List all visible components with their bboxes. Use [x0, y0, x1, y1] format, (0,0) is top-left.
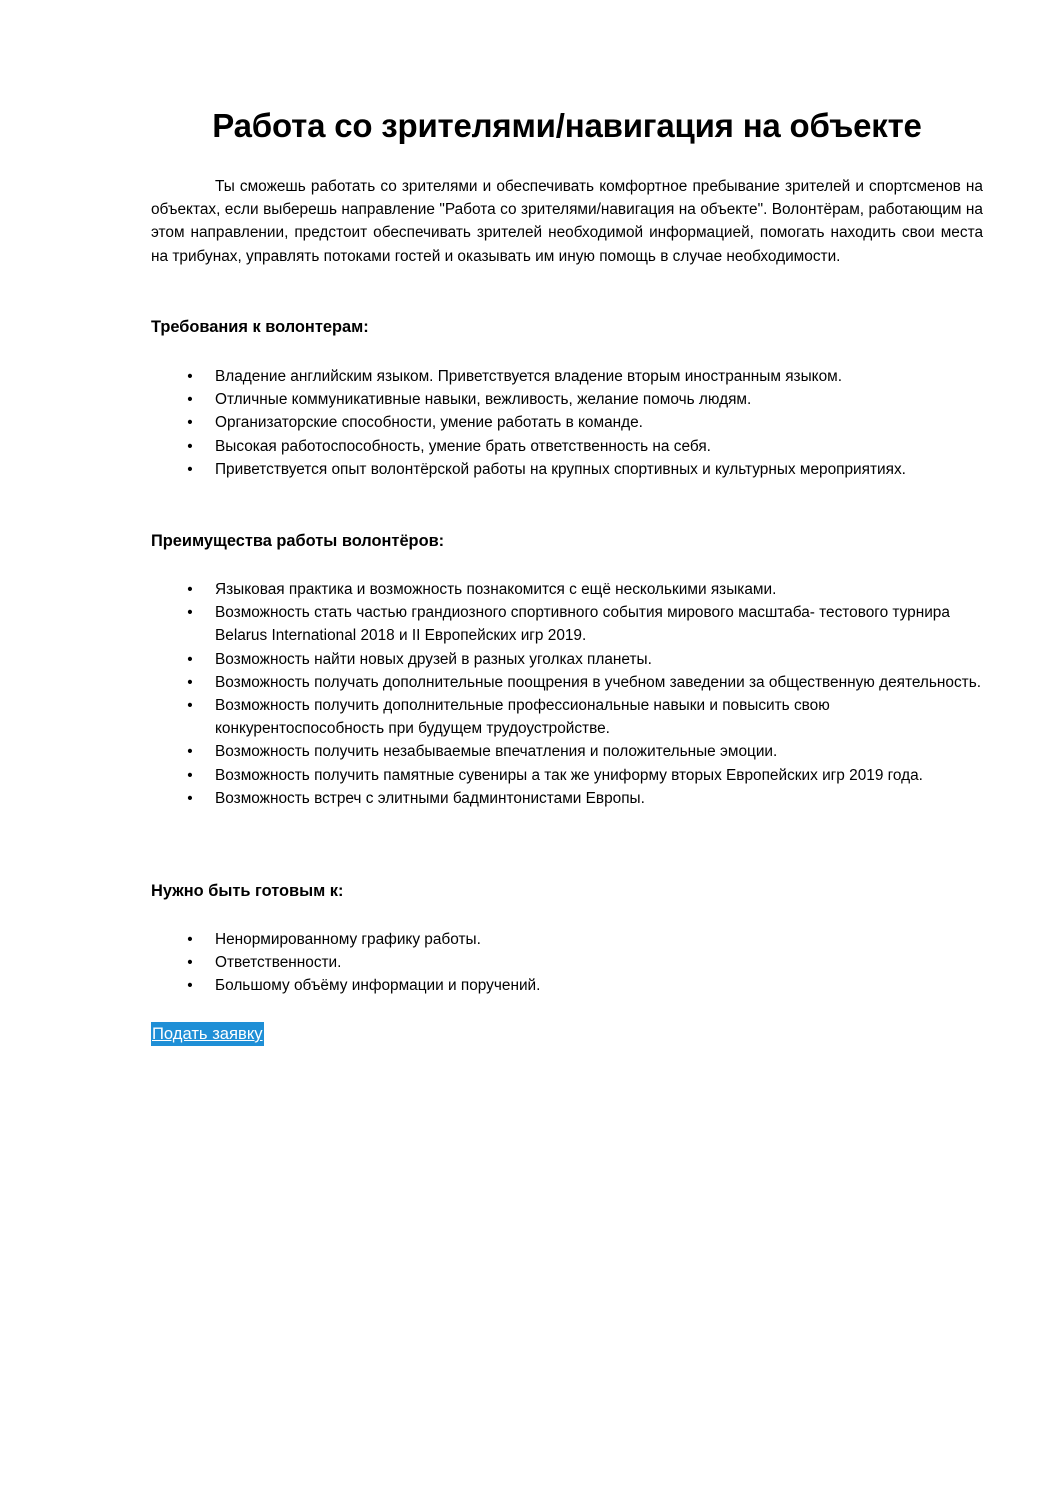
be-ready-list: [151, 928, 983, 998]
list-item: [151, 951, 983, 974]
list-item-text: Отличные коммуникативные навыки, вежливость, желание помочь людям.: [215, 391, 752, 409]
list-item: [151, 740, 983, 763]
bullet-icon: •: [187, 581, 193, 598]
list-item: [151, 974, 983, 997]
list-item: [151, 435, 983, 458]
list-item-text: Организаторские способности, умение работать в команде.: [215, 414, 643, 432]
page-title: Работа со зрителями/навигация на объекте: [212, 107, 922, 144]
bullet-icon: •: [187, 743, 193, 761]
list-item: [151, 671, 983, 694]
apply-link[interactable]: Подать заявку: [151, 1022, 264, 1046]
benefits-list: [151, 578, 983, 810]
list-item: [151, 365, 983, 388]
list-item-text: Возможность найти новых друзей в разных уголках планеты.: [215, 650, 652, 668]
bullet-icon: •: [187, 697, 193, 715]
list-item: [151, 458, 983, 481]
bullet-icon: •: [187, 437, 193, 455]
requirements-list: [151, 365, 983, 481]
list-item-text: Возможность получать дополнительные поощрения в учебном заведении за общественную деятельность.: [215, 673, 981, 691]
bullet-icon: •: [187, 604, 193, 622]
list-item: [151, 601, 983, 647]
bullet-icon: •: [187, 789, 193, 807]
bullet-icon: •: [187, 650, 193, 668]
list-item-text: Владение английским языком. Приветствуется владение вторым иностранным языком.: [215, 368, 843, 385]
list-item: [151, 694, 983, 740]
list-item-text: Возможность стать частью грандиозного спортивного события мирового масштаба- тестового турнира Belarus International 2018 и II Европейских игр 2019.: [215, 604, 950, 645]
benefits-heading: Преимущества работы волонтёров:: [151, 532, 445, 550]
requirements-heading: Требования к волонтерам:: [151, 318, 369, 336]
list-item-text: Возможность получить незабываемые впечатления и положительные эмоции.: [215, 743, 778, 761]
list-item-text: Приветствуется опыт волонтёрской работы на крупных спортивных и культурных мероприятиях.: [215, 460, 906, 478]
bullet-icon: •: [187, 368, 193, 385]
list-item: [151, 388, 983, 411]
list-item: [151, 787, 983, 810]
intro-paragraph: Ты сможешь работать со зрителями и обеспечивать комфортное пребывание зрителей и спортсменов на объектах, если выберешь направление "Работа со зрителями/навигация на объекте". Волонтёрам, работающим на этом направлении, предстоит обеспечивать зрителей необходимой информацией, помогать находить свои места на трибунах, управлять потоками гостей и оказывать им иную помощь в случае необходимости.: [151, 178, 983, 265]
list-item-text: Возможность встреч с элитными бадминтонистами Европы.: [215, 789, 645, 807]
be-ready-heading: Нужно быть готовым к:: [151, 882, 344, 900]
bullet-icon: •: [187, 931, 193, 948]
list-item-text: Большому объёму информации и поручений.: [215, 977, 541, 995]
bullet-icon: •: [187, 766, 193, 784]
list-item-text: Языковая практика и возможность познакомится с ещё несколькими языками.: [215, 581, 777, 598]
list-item: [151, 764, 983, 787]
bullet-icon: •: [187, 414, 193, 432]
bullet-icon: •: [187, 460, 193, 478]
bullet-icon: •: [187, 977, 193, 995]
list-item: [151, 648, 983, 671]
list-item-text: Ненормированному графику работы.: [215, 931, 481, 948]
list-item: [151, 928, 983, 951]
list-item: [151, 578, 983, 601]
list-item-text: Возможность получить памятные сувениры а так же униформу вторых Европейских игр 2019 года.: [215, 766, 923, 784]
list-item-text: Ответственности.: [215, 954, 342, 972]
list-item: [151, 411, 983, 434]
list-item-text: Возможность получить дополнительные профессиональные навыки и повысить свою конкурентоспособность при будущем трудоустройстве.: [215, 697, 830, 738]
bullet-icon: •: [187, 954, 193, 972]
bullet-icon: •: [187, 391, 193, 409]
bullet-icon: •: [187, 673, 193, 691]
list-item-text: Высокая работоспособность, умение брать ответственность на себя.: [215, 437, 711, 455]
